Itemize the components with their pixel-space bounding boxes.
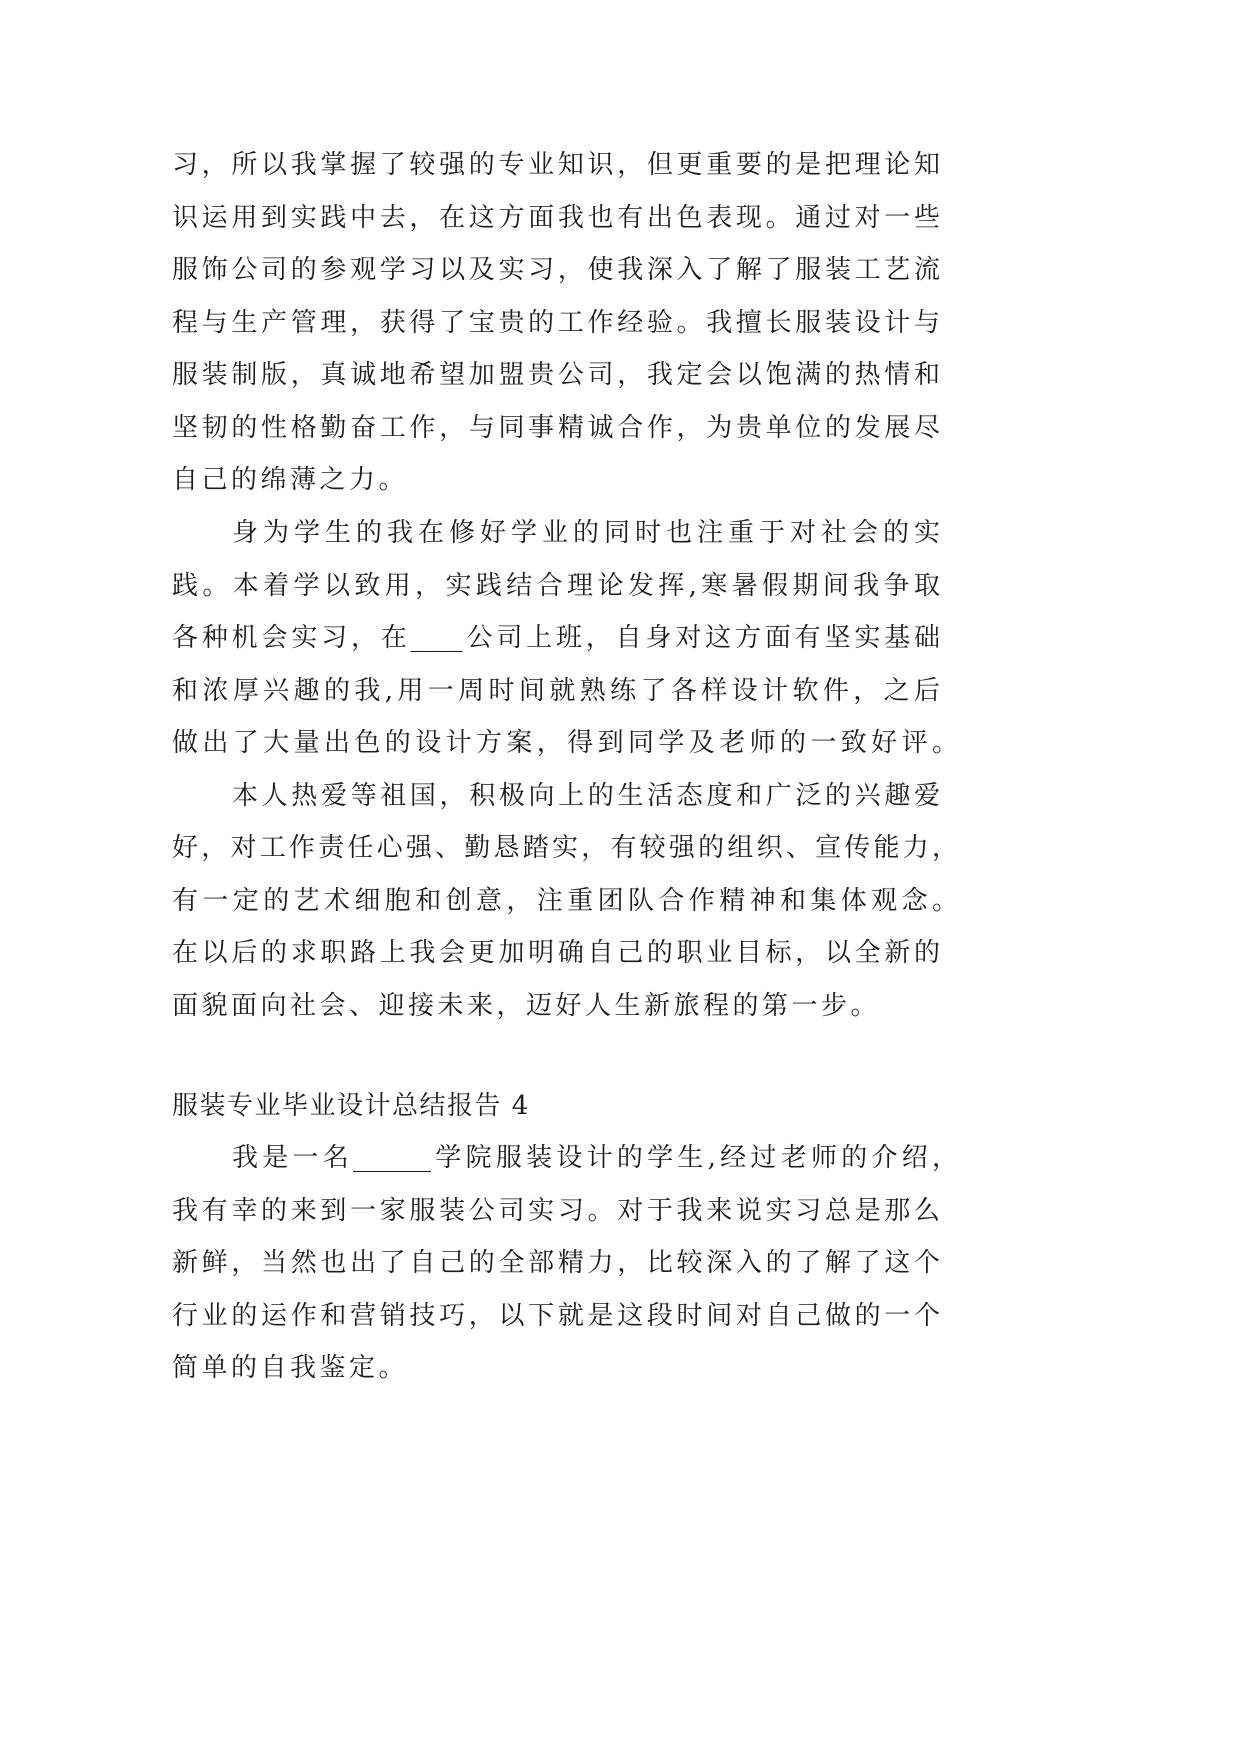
paragraph-line: 习，所以我掌握了较强的专业知识，但更重要的是把理论知 xyxy=(172,150,940,180)
paragraph-line: 好，对工作责任心强、勤恳踏实，有较强的组织、宣传能力， xyxy=(172,833,958,863)
paragraph-line: 践。本着学以致用，实践结合理论发挥,寒暑假期间我争取 xyxy=(172,571,940,601)
paragraph-line: 服饰公司的参观学习以及实习，使我深入了解了服装工艺流 xyxy=(172,255,940,285)
paragraph-line: 自己的绵薄之力。 xyxy=(172,465,409,495)
paragraph-line: 我有幸的来到一家服装公司实习。对于我来说实习总是那么 xyxy=(172,1196,940,1226)
paragraph-line: 坚韧的性格勤奋工作，与同事精诚合作，为贵单位的发展尽 xyxy=(172,413,940,443)
paragraph-line: 我是一名______学院服装设计的学生,经过老师的介绍， xyxy=(232,1143,958,1173)
paragraph-line: 服装制版，真诚地希望加盟贵公司，我定会以饱满的热情和 xyxy=(172,360,940,390)
paragraph-line: 有一定的艺术细胞和创意，注重团队合作精神和集体观念。 xyxy=(172,886,958,916)
paragraph-line: 新鲜，当然也出了自己的全部精力，比较深入的了解了这个 xyxy=(172,1248,940,1278)
paragraph-line: 做出了大量出色的设计方案，得到同学及老师的一致好评。 xyxy=(172,728,958,758)
paragraph-line: 简单的自我鉴定。 xyxy=(172,1353,409,1383)
section-heading: 服装专业毕业设计总结报告 4 xyxy=(172,1091,530,1121)
paragraph-line: 身为学生的我在修好学业的同时也注重于对社会的实 xyxy=(232,518,940,548)
paragraph-line: 在以后的求职路上我会更加明确自己的职业目标，以全新的 xyxy=(172,938,940,968)
paragraph-line: 面貌面向社会、迎接未来，迈好人生新旅程的第一步。 xyxy=(172,991,881,1021)
paragraph-line: 和浓厚兴趣的我,用一周时间就熟练了各样设计软件，之后 xyxy=(172,676,940,706)
paragraph-line: 各种机会实习，在____公司上班，自身对这方面有坚实基础 xyxy=(172,623,940,653)
paragraph-line: 程与生产管理，获得了宝贵的工作经验。我擅长服装设计与 xyxy=(172,308,940,338)
paragraph-line: 行业的运作和营销技巧，以下就是这段时间对自己做的一个 xyxy=(172,1301,940,1331)
paragraph-line: 本人热爱等祖国，积极向上的生活态度和广泛的兴趣爱 xyxy=(232,781,940,811)
paragraph-line: 识运用到实践中去，在这方面我也有出色表现。通过对一些 xyxy=(172,203,940,233)
